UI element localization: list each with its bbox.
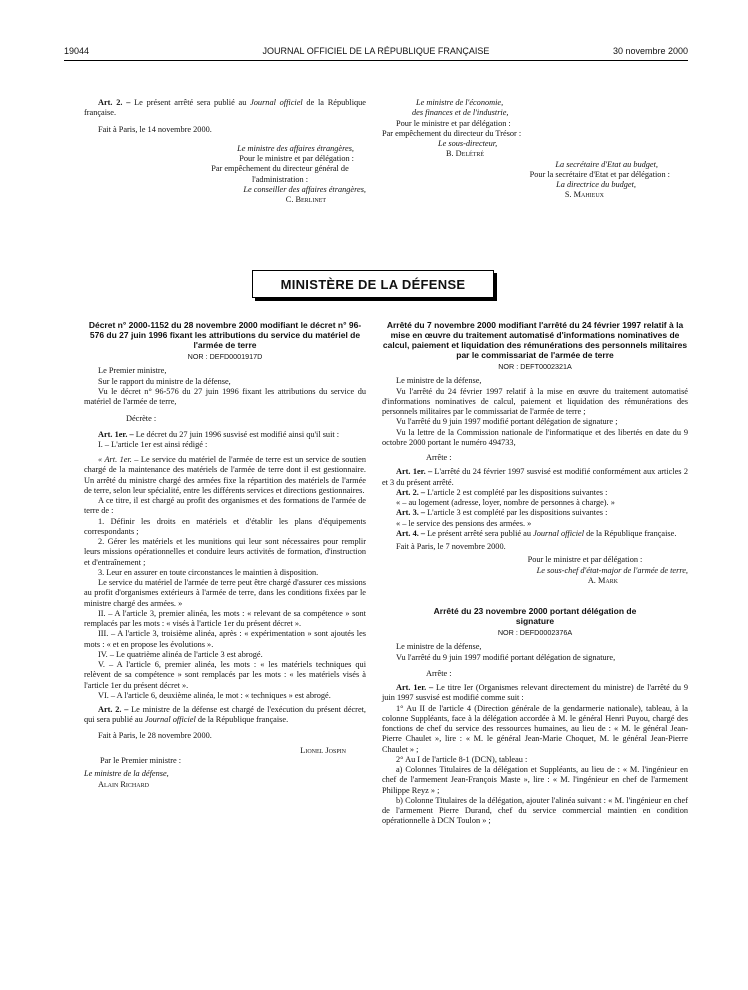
article-4: Art. 4. – Le présent arrêté sera publié au Journal officiel de la République française.: [396, 528, 677, 538]
arrete-line: Arrête :: [426, 668, 452, 678]
delegation-line: Pour le ministre et par délégation :: [527, 555, 643, 565]
delegation-line-2: Pour la secrétaire d'Etat et par délégation :: [529, 169, 670, 179]
article-1: Art. 1er. – Le décret du 27 juin 1996 susvisé est modifié ainsi qu'il suit :: [98, 429, 340, 439]
arrete2-nor: NOR : DEFD0002376A: [497, 628, 573, 637]
paragraph: 2° Au I de l'article 8-1 (DCN), tableau :: [396, 754, 528, 764]
impediment-line: Par empêchement du directeur du Trésor :: [382, 128, 522, 138]
signer-name: C. Berlinet: [285, 195, 326, 204]
paragraph: Le ministre de la défense,: [396, 642, 482, 652]
paragraph: Sur le rapport du ministre de la défense,: [98, 376, 231, 386]
secretaire-title: La secrétaire d'Etat au budget,: [555, 159, 658, 169]
directrice-title: La directrice du budget,: [556, 180, 636, 189]
sous-directeur-title: Le sous-directeur,: [438, 139, 498, 148]
paragraph: Le service du matériel de l'armée de terre peut être chargé d'assurer ces missions au profit d'organismes extérieurs à l'armée de terre, dans les conditions fixées par le ministre chargé des armées. »: [84, 578, 366, 608]
paragraph: II. – A l'article 3, premier alinéa, les mots : « relevant de sa compétence » sont remplacés par les mots : « visés à l'article 1er du présent décret ».: [84, 608, 366, 628]
minister-signer: Alain Richard: [98, 779, 149, 789]
top-left-block: [84, 98, 366, 205]
arretes-column: [382, 320, 688, 827]
minister-title-2: des finances et de l'industrie,: [412, 108, 509, 118]
done-line: Fait à Paris, le 7 novembre 2000.: [396, 542, 506, 551]
pm-signer: Lionel Jospin: [300, 745, 346, 755]
paragraph: « – le service des pensions des armées. »: [396, 518, 532, 528]
sous-chef-title: Le sous-chef d'état-major de l'armée de terre,: [536, 565, 688, 575]
minister-title: Le ministre des affaires étrangères,: [237, 143, 354, 153]
paragraph: I. – L'article 1er est ainsi rédigé :: [98, 439, 208, 449]
page-number: 19044: [64, 46, 90, 56]
decret-title: Décret n° 2000-1152 du 28 novembre 2000 modifiant le décret n° 96-576 du 27 juin 1996 fixant les attributions du service du matériel de l'armée de terre: [88, 320, 362, 350]
arrete1-title: Arrêté du 7 novembre 2000 modifiant l'arrêté du 24 février 1997 relatif à la mise en œuvre du traitement automatisé d'informations nominatives de calcul, paiement et liquidation des rémunérations des personnels militaires par le commissariat de l'armée de terre: [382, 320, 688, 360]
paragraph: 3. Leur en assurer en toute circonstances le maintien à disposition.: [98, 567, 319, 577]
done-line: Fait à Paris, le 14 novembre 2000.: [98, 124, 212, 134]
paragraph: 2. Gérer les matériels et les munitions qui leur sont nécessaires pour remplir leurs missions opérationnelles et conduire leurs activités de formation, d'instruction et d'entraînement ;: [84, 537, 366, 567]
article-2: Art. 2. – Le ministre de la défense est chargé de l'exécution du présent décret, qui sera publié au Journal officiel de la République française.: [84, 705, 367, 725]
arrete1-nor: NOR : DEFT0002321A: [498, 362, 572, 371]
paragraph: Vu le décret n° 96-576 du 27 juin 1996 fixant les attributions du service du matériel de l'armée de terre,: [84, 386, 366, 406]
paragraph: Vu l'arrêté du 24 février 1997 relatif à la mise en œuvre du traitement automatisé d'informations nominatives de calcul, paiement et liquidation des rémunérations des personnels militaires par le commissariat de l'armée de terre ;: [382, 386, 688, 416]
decrete-line: Décrète :: [126, 414, 157, 424]
decret-column: [84, 320, 366, 790]
quoted-article: « Art. 1er. – Le service du matériel de l'armée de terre est un service de soutien chargé de la maintenance des matériels de l'armée de terre dont il est gestionnaire. Un arrêté du ministre chargé des armées fixe la répartition des matériels de l'armée de terre, selon leur spécialité, entre les différents services et directions gestionnaires.: [84, 455, 366, 495]
header-date: 30 novembre 2000: [612, 46, 688, 56]
pm-line: Par le Premier ministre :: [100, 756, 182, 765]
header-rule: [64, 60, 688, 61]
article-1: Art. 1er. – Le titre Ier (Organismes relevant directement du ministre) de l'arrêté du 9 juin 1997 susvisé est modifié comme suit :: [382, 683, 688, 703]
ministry-title-box: MINISTÈRE DE LA DÉFENSE: [252, 270, 494, 298]
decret-nor: NOR : DEFD0001917D: [187, 352, 263, 361]
arrete2-title: Arrêté du 23 novembre 2000 portant délégation de signature: [433, 606, 637, 626]
done-line: Fait à Paris, le 28 novembre 2000.: [98, 730, 212, 740]
article-3: Art. 3. – L'article 3 est complété par les dispositions suivantes :: [396, 508, 608, 518]
paragraph: 1. Définir les droits en matériels et d'établir les plans d'équipements correspondants ;: [84, 516, 366, 536]
article-1: Art. 1er. – L'arrêté du 24 février 1997 susvisé est modifié conformément aux articles 2 et 3 du présent arrêté.: [382, 467, 688, 487]
impediment-line: Par empêchement du directeur général de l'administration :: [211, 164, 349, 184]
paragraph: Le Premier ministre,: [98, 366, 167, 376]
paragraph: b) Colonne Titulaires de la délégation, ajouter l'alinéa suivant : « M. l'ingénieur en chef de l'armement Pierre Durand, chef du service commercial maintien en condition opérationnelle à DCN Toulon » ;: [382, 795, 688, 826]
minister-title: Le ministre de la défense,: [84, 769, 169, 779]
article-2: Art. 2. – L'article 2 est complété par les dispositions suivantes :: [396, 487, 608, 497]
paragraph: « – au logement (adresse, loyer, nombre de personnes à charge). »: [396, 498, 615, 507]
paragraph: VI. – A l'article 6, deuxième alinéa, le mot : « techniques » est abrogé.: [98, 690, 331, 700]
minister-title-1: Le ministre de l'économie,: [416, 98, 504, 107]
paragraph: III. – A l'article 3, troisième alinéa, après : « expérimentation » sont ajoutés les mots : « et en propose les évolutions ».: [84, 629, 366, 649]
signer: A. Mark: [587, 575, 618, 585]
art2-paragraph: Art. 2. – Le présent arrêté sera publié au Journal officiel de la République française.: [84, 98, 366, 118]
delegation-line: Pour le ministre et par délégation :: [396, 118, 511, 128]
paragraph: IV. – Le quatrième alinéa de l'article 3 est abrogé.: [98, 649, 263, 659]
paragraph: 1° Au II de l'article 4 (Direction générale de la gendarmerie nationale), tableau, à la colonne Suppléants, face à la délégation accordée à M. le général Henri Puyou, chargé des fonctions de chef du service des ressources humaines, au lieu de : « M. le général Jean-Pierre Chaulet », lire : « M. le général Jean-Marie Choquet, M. le général Jean-Pierre Chaulet » ;: [382, 703, 688, 754]
paragraph: Le ministre de la défense,: [396, 376, 482, 386]
signer-2: S. Mahieux: [564, 190, 604, 200]
paragraph: Vu l'arrêté du 9 juin 1997 modifié portant délégation de signature ;: [396, 417, 618, 427]
conseiller-title: Le conseiller des affaires étrangères,: [243, 184, 366, 194]
paragraph: A ce titre, il est chargé au profit des organismes et des formations de l'armée de terre de :: [84, 496, 366, 516]
paragraph: a) Colonnes Titulaires de la délégation et Suppléants, au lieu de : « M. l'ingénieur en chef de l'armement Jean-François Maste », lire : « M. l'ingénieur en chef de l'armement Philippe Reyz » ;: [382, 765, 688, 795]
paragraph: Vu l'arrêté du 9 juin 1997 modifié portant délégation de signature,: [396, 652, 616, 662]
top-right-block: [382, 98, 688, 201]
delegation-line: Pour le ministre et par délégation :: [239, 154, 354, 163]
arrete-line: Arrête :: [426, 453, 452, 462]
signer-1: B. Delétré: [446, 149, 485, 159]
paragraph: Vu la lettre de la Commission nationale de l'informatique et des libertés en date du 9 octobre 2000 portant le numéro 494733,: [382, 427, 688, 447]
paragraph: V. – A l'article 6, premier alinéa, les mots : « les matériels techniques qui relèvent de sa compétence » sont remplacés par les mots : « les matériels visés à l'article 1er du présent décret ».: [84, 660, 366, 690]
journal-title: JOURNAL OFFICIEL DE LA RÉPUBLIQUE FRANÇAISE: [262, 46, 490, 56]
